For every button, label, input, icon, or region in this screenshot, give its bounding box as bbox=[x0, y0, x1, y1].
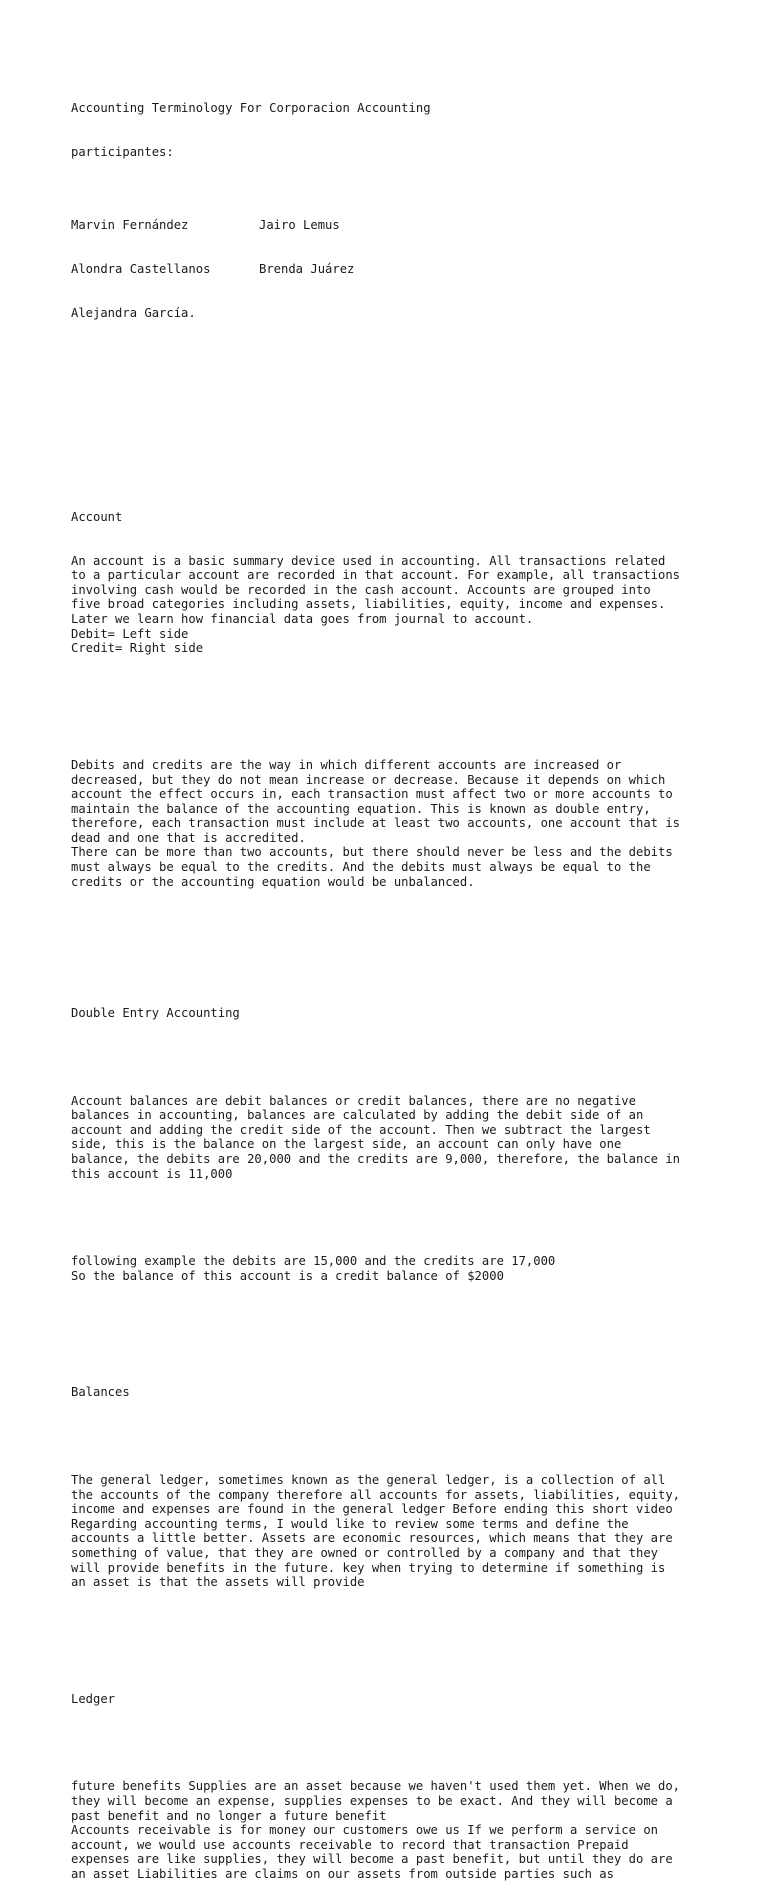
section-heading-balances: Balances bbox=[71, 1385, 130, 1400]
section-body-double-entry: Account balances are debit balances or credit balances, there are no negative balances in accounting, balances are calculated by adding the debit side of an account and adding the credit side of the account. Then we subtract the largest side, this is the balance on the largest side, an account can only have one balance, the debits are 20,000 and the credits are 9,000, therefore, the balance in this account is 11,000 bbox=[71, 1093, 681, 1181]
section-body-ledger: future benefits Supplies are an asset because we haven't used them yet. When we do, they will become an expense, supplies expenses to be exact. And they will become a past benefit and no longer a future benefit Accounts receivable is for money our customers owe us If we perform a service on account, we would use accounts receivable to record that transaction Prepaid expenses are like supplies, they will become a past benefit, but until they do are an asset Liabilities are claims on our assets from outside parties such as bbox=[71, 1779, 681, 1882]
section-heading-account: Account bbox=[71, 509, 123, 524]
section-heading-ledger: Ledger bbox=[71, 1691, 116, 1706]
participant-name: Alejandra García. bbox=[71, 305, 196, 320]
section-body-balances: The general ledger, sometimes known as the general ledger, is a collection of all the accounts of the company therefore all accounts for assets, liabilities, equity, income and expenses are found in the general ledger Before ending this short video Regarding accounting terms, I would like to review some terms and define the accounts a little better. Assets are economic resources, which means that they are something of value, that they are owned or controlled by a company and that they will provide benefits in the future. key when trying to determine if something is an asset is that the assets will provide bbox=[71, 1473, 681, 1590]
participant-name: Marvin Fernández bbox=[71, 217, 189, 232]
section-body-debits-credits: Debits and credits are the way in which different accounts are increased or decreased, but they do not mean increase or decrease. Because it depends on which account the effect occurs in, each transaction must affect two or more accounts to maintain the balance of the accounting equation. This is known as double entry, therefore, each transaction must include at least two accounts, one account that is dead and one that is accredited. There can be more than two accounts, but there should never be less and the debits must always be equal to the credits. And the debits must always be equal to the credits or the accounting equation would be unbalanced. bbox=[71, 757, 681, 889]
participants-row bbox=[71, 306, 731, 321]
participants-label: participantes: bbox=[71, 144, 174, 159]
document-page bbox=[71, 72, 731, 1896]
section-example-double-entry: following example the debits are 15,000 and the credits are 17,000 So the balance of this account is a credit balance of $2000 bbox=[71, 1254, 556, 1283]
section-heading-double-entry: Double Entry Accounting bbox=[71, 1006, 240, 1020]
participant-name: Alondra Castellanos bbox=[71, 261, 211, 276]
participants-row bbox=[71, 218, 731, 233]
participant-name: Jairo Lemus bbox=[259, 217, 340, 232]
section-body-account: An account is a basic summary device used in accounting. All transactions related to a particular account are recorded in that account. For example, all transactions involving cash would be recorded in the cash account. Accounts are grouped into five broad categories including assets, liabilities, equity, income and expenses. Later we learn how financial data goes from journal to account. Debit= Left side Credit= Right side bbox=[71, 553, 681, 656]
participant-name: Brenda Juárez bbox=[259, 261, 355, 276]
document-title: Accounting Terminology For Corporacion Accounting bbox=[71, 101, 431, 116]
participants-list bbox=[71, 189, 731, 350]
participants-row bbox=[71, 262, 731, 277]
